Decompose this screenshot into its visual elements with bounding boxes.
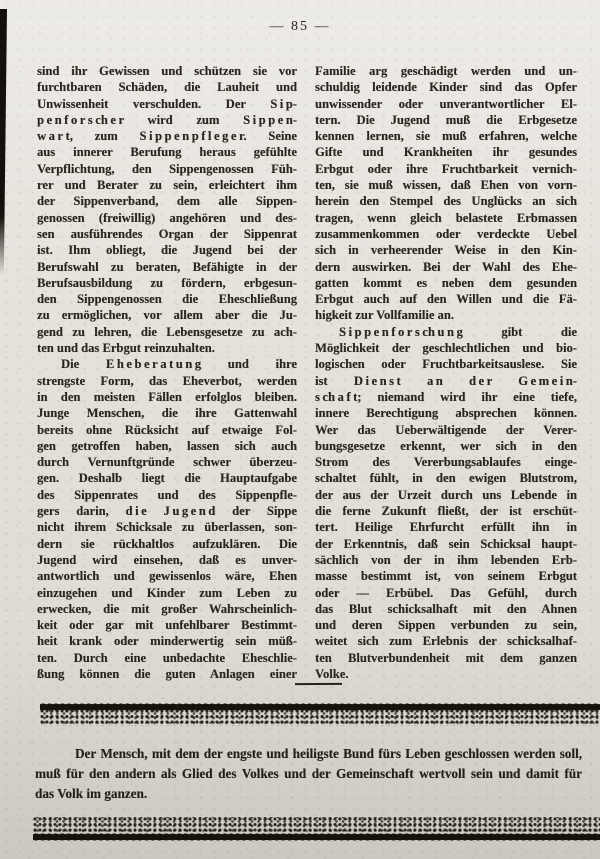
text-line: p e n f o r s ch e r wird zum S i p p e n- — [37, 112, 297, 127]
text-line: das Blut schicksalhaft mit den Ahnen — [315, 601, 577, 616]
text-line: sind ihr Gewissen und schützen sie vor — [37, 64, 297, 78]
ornamental-divider-top — [40, 702, 600, 727]
text-line: bereits ohne Rücksicht auf etwaige Fol- — [37, 422, 297, 437]
text-line: durch Vernunftgründe schwer überzeu- — [37, 455, 297, 470]
text-line: ßung können die guten Anlagen einer — [37, 666, 297, 681]
text-line: ten. Durch eine unbedachte Eheschlie- — [37, 650, 297, 665]
text-line: aus innerer Berufung heraus gefühlte — [37, 145, 297, 160]
scan-artifact-bar — [0, 9, 7, 275]
text-line: dern sie rückhaltlos aufzuklären. Die — [37, 536, 297, 551]
text-line: Berufswahl zu beraten, Befähigte in der — [37, 259, 297, 274]
text-line: schaltet fühlt, in den ewigen Blutstrom, — [315, 471, 577, 486]
divider-core — [33, 832, 600, 842]
text-line: S i p p e n f o r s ch u n g gibt die — [339, 324, 577, 339]
left-text-column — [37, 63, 297, 682]
text-line: sich in verheerender Weise in den Kin- — [315, 243, 577, 258]
text-line: kennen lernen, sie muß erfahren, welche — [315, 129, 577, 144]
text-line: furchtbaren Schäden, die Lauheit und — [37, 80, 297, 95]
footer-emphasis-text — [35, 744, 582, 803]
page-number: — 85 — — [269, 19, 331, 34]
ornamental-divider-bottom — [33, 817, 600, 842]
text-line: Familie arg geschädigt werden und un- — [315, 64, 577, 78]
text-line: Der Mensch, mit dem der engste und heiligste Bund fürs Leben geschlossen werden soll, — [75, 746, 582, 761]
text-line: tern. Die Jugend muß die Erbgesetze — [315, 112, 577, 127]
text-line: keit oder gar mit unfehlbarer Bestimmt- — [37, 618, 297, 633]
text-line: erwecken, die mit großer Wahrscheinlich- — [37, 601, 297, 616]
text-line: s ch a f t; niemand wird ihr eine tiefe, — [315, 389, 577, 404]
text-line: Unwissenheit verschulden. Der S i p- — [37, 96, 297, 111]
text-line: antwortlich und gewissenlos wäre, Ehen — [37, 569, 297, 584]
text-line: Möglichkeit der geschlechtlichen und bio- — [315, 341, 577, 356]
text-line: tert. Heilige Ehrfurcht erfüllt ihn in — [315, 520, 577, 535]
text-line: genossen (freiwillig) angehören und des- — [37, 210, 297, 225]
text-line: Wer das Ueberwältigende der Verer- — [315, 422, 577, 437]
text-line: ten Blutverbundenheit mit dem ganzen — [315, 650, 577, 665]
text-line: Berufsausbildung zu fördern, erbgesun- — [37, 275, 297, 290]
text-line: die ferne Zukunft fließt, der ist erschüt- — [315, 504, 577, 519]
text-line: nicht ihrem Schicksale zu überlassen, son- — [37, 520, 297, 535]
text-line: gend zu lehren, die Lebensgesetze zu ach- — [37, 324, 297, 339]
text-line: gen getroffen haben, lassen sich auch — [37, 438, 297, 453]
text-line: Strom des Vererbungsablaufes einge- — [315, 455, 577, 470]
text-line: in den meisten Fällen erfolglos bleiben. — [37, 389, 297, 404]
text-line: gatten kommt es neben dem gesunden — [315, 275, 577, 290]
text-line: weitet sich zum Erlebnis der schicksalhaf- — [315, 634, 577, 649]
text-line: des Sippenrates und des Sippenpfle- — [37, 487, 297, 502]
text-line: Verpflichtung, den Sippengenossen Füh- — [37, 161, 297, 176]
text-line: dern auswirken. Bei der Wahl des Ehe- — [315, 259, 577, 274]
text-line: ten und das Erbgut reinzuhalten. — [37, 341, 215, 356]
text-line: das Volk im ganzen. — [35, 785, 148, 801]
text-line: schuldig leidende Kinder sind das Opfer — [315, 80, 577, 95]
text-line: gers darin, d i e J u g e n d der Sippe — [37, 504, 297, 519]
text-line: masse bestimmt ist, von seinem Erbgut — [315, 569, 577, 584]
text-line: zusammenkommen oder verdeckte Uebel — [315, 226, 577, 241]
text-line: strengste Form, das Eheverbot, werden — [37, 373, 297, 388]
text-line: der aus der Urzeit durch uns Lebende in — [315, 487, 577, 502]
text-line: unwissender oder unverantwortlicher El- — [315, 96, 577, 111]
text-line: sen ausführendes Organ der Sippenrat — [37, 226, 297, 241]
right-text-column — [315, 63, 577, 682]
text-line: bungsgesetze erkennt, wer sich in den — [315, 438, 577, 453]
text-line: einzugehen und Kinder zum Leben zu — [37, 585, 297, 600]
text-line: den Sippengenossen die Eheschließung — [37, 292, 297, 307]
article-end-rule — [295, 683, 342, 686]
text-line: Gifte und Krankheiten ihr gesundes — [315, 145, 577, 160]
text-line: und deren Sippen verbunden zu sein, — [315, 618, 577, 633]
text-line: sächlich von der in ihm lebenden Erb- — [315, 552, 577, 567]
text-line: herein den Stempel des Unglücks an sich — [315, 194, 577, 209]
text-line: ten, sie muß wissen, daß Ehen von vorn- — [315, 178, 577, 193]
text-line: Volke. — [315, 666, 349, 681]
text-line: oder — Erbübel. Das Gefühl, durch — [315, 585, 577, 600]
text-line: Die E h e b e r a t u n g und ihre — [61, 357, 297, 372]
divider-fringe — [40, 709, 600, 726]
text-line: der Sippenverband, dem alle Sippen- — [37, 194, 297, 209]
text-line: logischen oder Fruchtbarkeitsauslese. Sie — [315, 357, 577, 372]
text-line: rer und Berater zu sein, erleichtert ihm — [37, 178, 297, 193]
text-line: Junge Menschen, die ihre Gattenwahl — [37, 406, 297, 421]
text-line: muß für den andern als Glied des Volkes und der Gemeinschaft wertvoll sein und damit für — [35, 765, 582, 781]
text-line: gen. Deshalb liegt die Hauptaufgabe — [37, 471, 297, 486]
text-line: Erbgut oder ihre Fruchtbarkeit vernich- — [315, 161, 577, 176]
text-line: ist D i e n s t a n d e r G e m e i n- — [315, 373, 577, 388]
text-line: ist. Ihm obliegt, die Jugend bei der — [37, 243, 297, 258]
text-line: Erbgut auch auf den Willen und die Fä- — [315, 292, 577, 307]
text-line: innere Berechtigung absprechen können. — [315, 406, 577, 421]
text-line: Jugend wird einsehen, daß es unver- — [37, 552, 297, 567]
text-line: w a r t, zum S i p p e n p f l e g e r. Seine — [37, 129, 297, 144]
text-line: higkeit zur Vollfamilie an. — [315, 308, 455, 323]
text-line: tragen, wenn gleich belastete Erbmassen — [315, 210, 577, 225]
text-line: zu ermöglichen, vor allem aber die Ju- — [37, 308, 297, 323]
text-line: der Erkenntnis, daß sein Schicksal haupt- — [315, 536, 577, 551]
text-line: heit krank oder minderwertig sein müß- — [37, 634, 297, 649]
